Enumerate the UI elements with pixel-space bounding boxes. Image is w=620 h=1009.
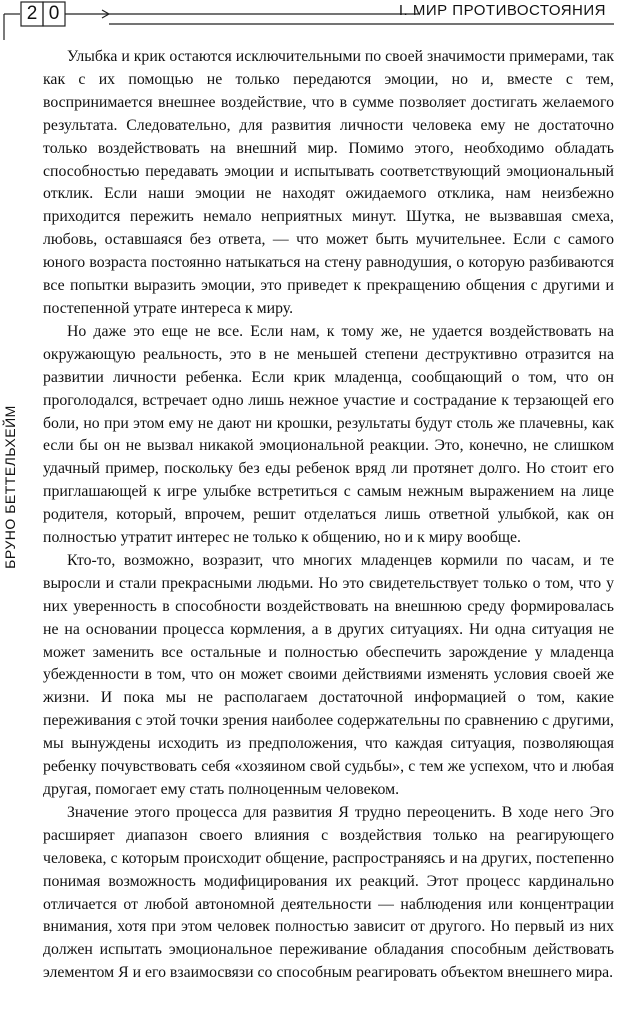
page-number-digit-1: 2 [26, 3, 38, 24]
paragraph-1: Улыбка и крик остаются исключительными по своей значимости примерами, так как с их помощью не только передаются эмоции, но и, вместе с тем, воспринимается внешнее воздействие, что в сумме позволяет достигать желаемого результата. Следовательно, для развития личности человека ему не достаточно только воздействовать на внешний мир. Помимо этого, необходимо обладать способностью передавать эмоции и испытывать соответствующий эмоциональный отклик. Если наши эмоции не находят ожидаемого отклика, нам неизбежно приходится пережить немало неприятных минут. Шутка, не вызвавшая смеха, любовь, оставшаяся без ответа, — что может быть мучительнее. Если с самого юного возраста постоянно натыкаться на стену равнодушия, о которую разбиваются все попытки выразить эмоции, это приведет к прекращению общения с другими и постепенной утрате интереса к миру. [43, 48, 614, 317]
page-body [43, 46, 614, 985]
paragraph-2: Но даже это еще не все. Если нам, к тому же, не удается воздействовать на окружающую реальность, это в не меньшей степени деструктивно отразится на развитии личности ребенка. Если крик младенца, сообщающий о том, что он проголодался, встречает одно лишь нежное участие и сострадание к терзающей его боли, но при этом ему не дают ни крошки, результаты будут столь же плачевны, как если бы он не вызвал никакой эмоциональной реакции. Это, конечно, не слишком удачный пример, поскольку без еды ребенок вряд ли протянет долго. Но стоит его приглашающей к игре улыбке встретиться с самым нежным выражением на лице родителя, который, впрочем, решит отделаться лишь ответной улыбкой, как он полностью утратит интерес не только к общению, но и к миру вообще. [43, 322, 614, 547]
page-number-digit-2: 0 [48, 3, 60, 24]
paragraph-4: Значение этого процесса для развития Я трудно переоценить. В ходе него Эго расширяет диапазон своего влияния с воздействия только на реагирующего человека, с которым происходит общение, распространяясь и на других, постепенно понимая возможность модифицирования их реакций. Этот процесс кардинально отличается от любой автономной деятельности — наблюдения или концентрации внимания, хотя при этом человек полностью зависит от другого. Но первый из них должен испытать эмоциональное переживание обладания способным действовать элементом Я и его взаимосвязи со способным реагировать объектом внешнего мира. [43, 803, 614, 982]
side-author-name: БРУНО БЕТТЕЛЬХЕЙМ [2, 405, 18, 569]
paragraph-3: Кто-то, возможно, возразит, что многих младенцев кормили по часам, и те выросли и стали прекрасными людьми. Но это свидетельствует только о том, что у них уверенность в способности воздействовать на внешнюю среду формировалась не на основании процесса кормления, а в других ситуациях. Ни одна ситуация не может заменить все остальные и полностью обеспечить зарождение у младенца убежденности в том, что он может своими действиями изменять условия своей же жизни. И пока мы не располагаем достаточной информацией о том, какие переживания с этой точки зрения наиболее содержательны по сравнению с другими, мы вынуждены исходить из предположения, что каждая ситуация, позволяющая ребенку почувствовать себя «хозяином свой судьбы», с тем же успехом, что и любая другая, помогает ему стать полноценным человеком. [43, 551, 614, 798]
page-header [0, 0, 620, 40]
running-title: I. МИР ПРОТИВОСТОЯНИЯ [398, 2, 606, 19]
